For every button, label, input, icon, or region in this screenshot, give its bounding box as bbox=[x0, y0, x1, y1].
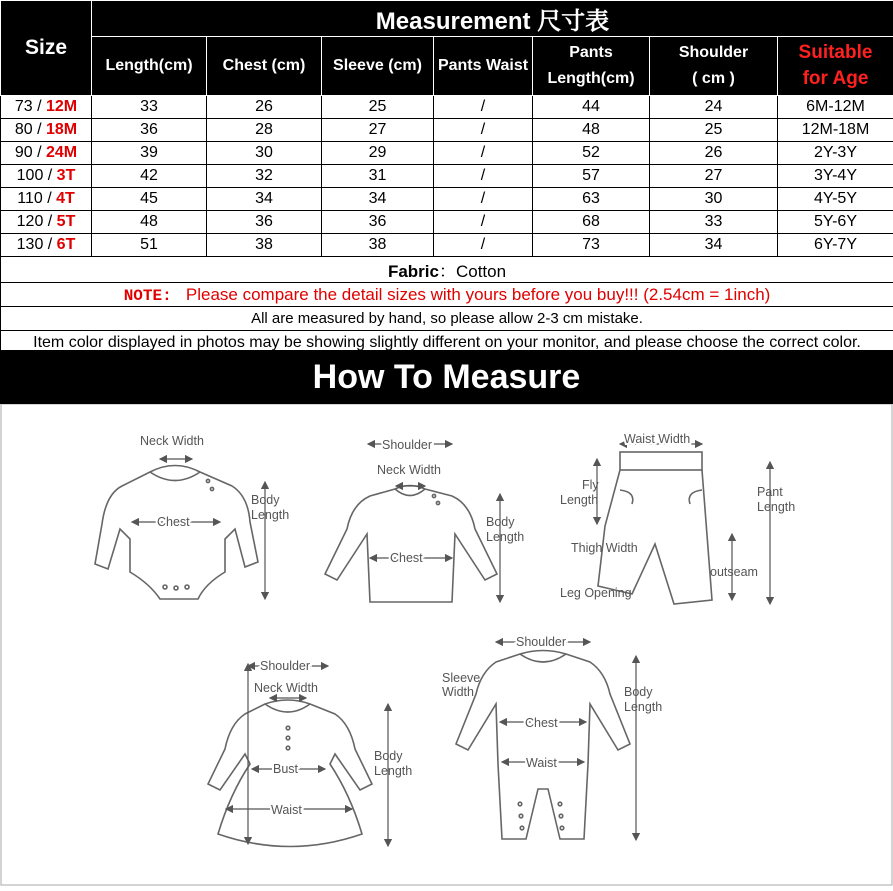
cell-age: 4Y-5Y bbox=[778, 188, 893, 211]
hand-measure-note: All are measured by hand, so please allow 2-3 cm mistake. bbox=[1, 307, 893, 331]
cell-length: 33 bbox=[92, 96, 207, 119]
cell-age: 12M-18M bbox=[778, 119, 893, 142]
cell-age: 2Y-3Y bbox=[778, 142, 893, 165]
column-header-sleeve: Sleeve (cm) bbox=[322, 37, 434, 96]
cell-pants: 48 bbox=[533, 119, 650, 142]
cell-sleeve: 25 bbox=[322, 96, 434, 119]
label-bust: Bust bbox=[273, 762, 299, 776]
cell-length: 48 bbox=[92, 211, 207, 234]
label-neck-width-3: Neck Width bbox=[254, 681, 318, 695]
label-pant: Pant bbox=[757, 485, 783, 499]
cell-sleeve: 38 bbox=[322, 234, 434, 257]
cell-chest: 30 bbox=[207, 142, 322, 165]
label-neck-width: Neck Width bbox=[140, 434, 204, 448]
cell-age: 3Y-4Y bbox=[778, 165, 893, 188]
table-row bbox=[1, 234, 893, 257]
cell-pants: 52 bbox=[533, 142, 650, 165]
cell-length: 39 bbox=[92, 142, 207, 165]
cell-length: 45 bbox=[92, 188, 207, 211]
diagram-labels bbox=[140, 432, 795, 817]
cell-chest: 36 bbox=[207, 211, 322, 234]
column-header-shoulder: Shoulder ( cm ) bbox=[650, 37, 778, 96]
table-title: Measurement 尺寸表 bbox=[92, 1, 893, 37]
label-shoulder-3: Shoulder bbox=[260, 659, 310, 673]
cell-shoulder: 27 bbox=[650, 165, 778, 188]
cell-chest: 26 bbox=[207, 96, 322, 119]
cell-sleeve: 27 bbox=[322, 119, 434, 142]
size-cell: 110 / 4T bbox=[1, 188, 92, 211]
label-fly-length: Length bbox=[560, 493, 598, 507]
cell-length: 51 bbox=[92, 234, 207, 257]
cell-age: 5Y-6Y bbox=[778, 211, 893, 234]
label-body-4a: Body bbox=[624, 685, 653, 699]
size-cell: 120 / 5T bbox=[1, 211, 92, 234]
cell-shoulder: 33 bbox=[650, 211, 778, 234]
cell-waist: / bbox=[434, 234, 533, 257]
cell-pants: 73 bbox=[533, 234, 650, 257]
table-row bbox=[1, 211, 893, 234]
cell-sleeve: 36 bbox=[322, 211, 434, 234]
cell-chest: 32 bbox=[207, 165, 322, 188]
label-body-2a: Body bbox=[486, 515, 515, 529]
cell-length: 42 bbox=[92, 165, 207, 188]
column-header-pants-waist: Pants Waist bbox=[434, 37, 533, 96]
size-header: Size bbox=[1, 1, 92, 96]
cell-length: 36 bbox=[92, 119, 207, 142]
column-header-pants-length: Pants Length(cm) bbox=[533, 37, 650, 96]
compare-note: NOTE: Please compare the detail sizes with yours before you buy!!! (2.54cm = 1inch) bbox=[1, 283, 893, 307]
label-neck-width-2: Neck Width bbox=[377, 463, 441, 477]
label-body-3b: Length bbox=[374, 764, 412, 778]
cell-sleeve: 34 bbox=[322, 188, 434, 211]
measure-diagram-svg bbox=[0, 404, 893, 886]
table-row bbox=[1, 119, 893, 142]
label-chest-4: Chest bbox=[525, 716, 558, 730]
measure-diagram bbox=[0, 404, 893, 886]
label-waist-romper: Waist bbox=[526, 756, 557, 770]
label-shoulder-4: Shoulder bbox=[516, 635, 566, 649]
cell-waist: / bbox=[434, 211, 533, 234]
pants-drawing bbox=[598, 452, 712, 604]
cell-shoulder: 24 bbox=[650, 96, 778, 119]
cell-shoulder: 30 bbox=[650, 188, 778, 211]
color-note: Item color displayed in photos may be showing slightly different on your monitor, and please choose the correct color. bbox=[1, 331, 893, 355]
label-waist-width: Waist Width bbox=[624, 432, 690, 446]
label-body-4b: Length bbox=[624, 700, 662, 714]
measurement-table bbox=[0, 0, 893, 355]
label-waist-dress: Waist bbox=[271, 803, 302, 817]
label-sleeve-width: Width bbox=[442, 685, 474, 699]
cell-pants: 44 bbox=[533, 96, 650, 119]
label-body-2b: Length bbox=[486, 530, 524, 544]
size-cell: 73 / 12M bbox=[1, 96, 92, 119]
fabric-note: Fabric：Cotton bbox=[1, 257, 893, 283]
label-chest-2: Chest bbox=[390, 551, 423, 565]
cell-waist: / bbox=[434, 119, 533, 142]
onesie-drawing bbox=[95, 466, 258, 600]
label-outseam: outseam bbox=[710, 565, 758, 579]
cell-waist: / bbox=[434, 142, 533, 165]
column-header-age: Suitable for Age bbox=[778, 37, 893, 96]
cell-chest: 28 bbox=[207, 119, 322, 142]
cell-sleeve: 29 bbox=[322, 142, 434, 165]
romper-drawing bbox=[456, 651, 630, 840]
label-shoulder-1: Shoulder bbox=[382, 438, 432, 452]
cell-age: 6M-12M bbox=[778, 96, 893, 119]
table-row bbox=[1, 165, 893, 188]
cell-waist: / bbox=[434, 96, 533, 119]
table-row bbox=[1, 188, 893, 211]
column-header-chest: Chest (cm) bbox=[207, 37, 322, 96]
label-fly: Fly bbox=[582, 478, 599, 492]
column-header-length: Length(cm) bbox=[92, 37, 207, 96]
cell-pants: 68 bbox=[533, 211, 650, 234]
size-cell: 100 / 3T bbox=[1, 165, 92, 188]
cell-age: 6Y-7Y bbox=[778, 234, 893, 257]
label-chest-1: Chest bbox=[157, 515, 190, 529]
size-cell: 90 / 24M bbox=[1, 142, 92, 165]
cell-shoulder: 26 bbox=[650, 142, 778, 165]
table-row bbox=[1, 96, 893, 119]
label-body-3a: Body bbox=[374, 749, 403, 763]
table-row bbox=[1, 142, 893, 165]
label-sleeve: Sleeve bbox=[442, 671, 480, 685]
label-leg-opening: Leg Opening bbox=[560, 586, 632, 600]
cell-shoulder: 34 bbox=[650, 234, 778, 257]
size-cell: 130 / 6T bbox=[1, 234, 92, 257]
label-body-length-1a: Body bbox=[251, 493, 280, 507]
label-pant-length: Length bbox=[757, 500, 795, 514]
cell-waist: / bbox=[434, 188, 533, 211]
cell-sleeve: 31 bbox=[322, 165, 434, 188]
cell-waist: / bbox=[434, 165, 533, 188]
cell-chest: 38 bbox=[207, 234, 322, 257]
label-body-length-1b: Length bbox=[251, 508, 289, 522]
cell-pants: 63 bbox=[533, 188, 650, 211]
shirt-drawing bbox=[325, 486, 497, 603]
cell-shoulder: 25 bbox=[650, 119, 778, 142]
how-to-measure-title: How To Measure bbox=[0, 350, 893, 404]
size-cell: 80 / 18M bbox=[1, 119, 92, 142]
cell-pants: 57 bbox=[533, 165, 650, 188]
cell-chest: 34 bbox=[207, 188, 322, 211]
label-thigh-width: Thigh Width bbox=[571, 541, 638, 555]
